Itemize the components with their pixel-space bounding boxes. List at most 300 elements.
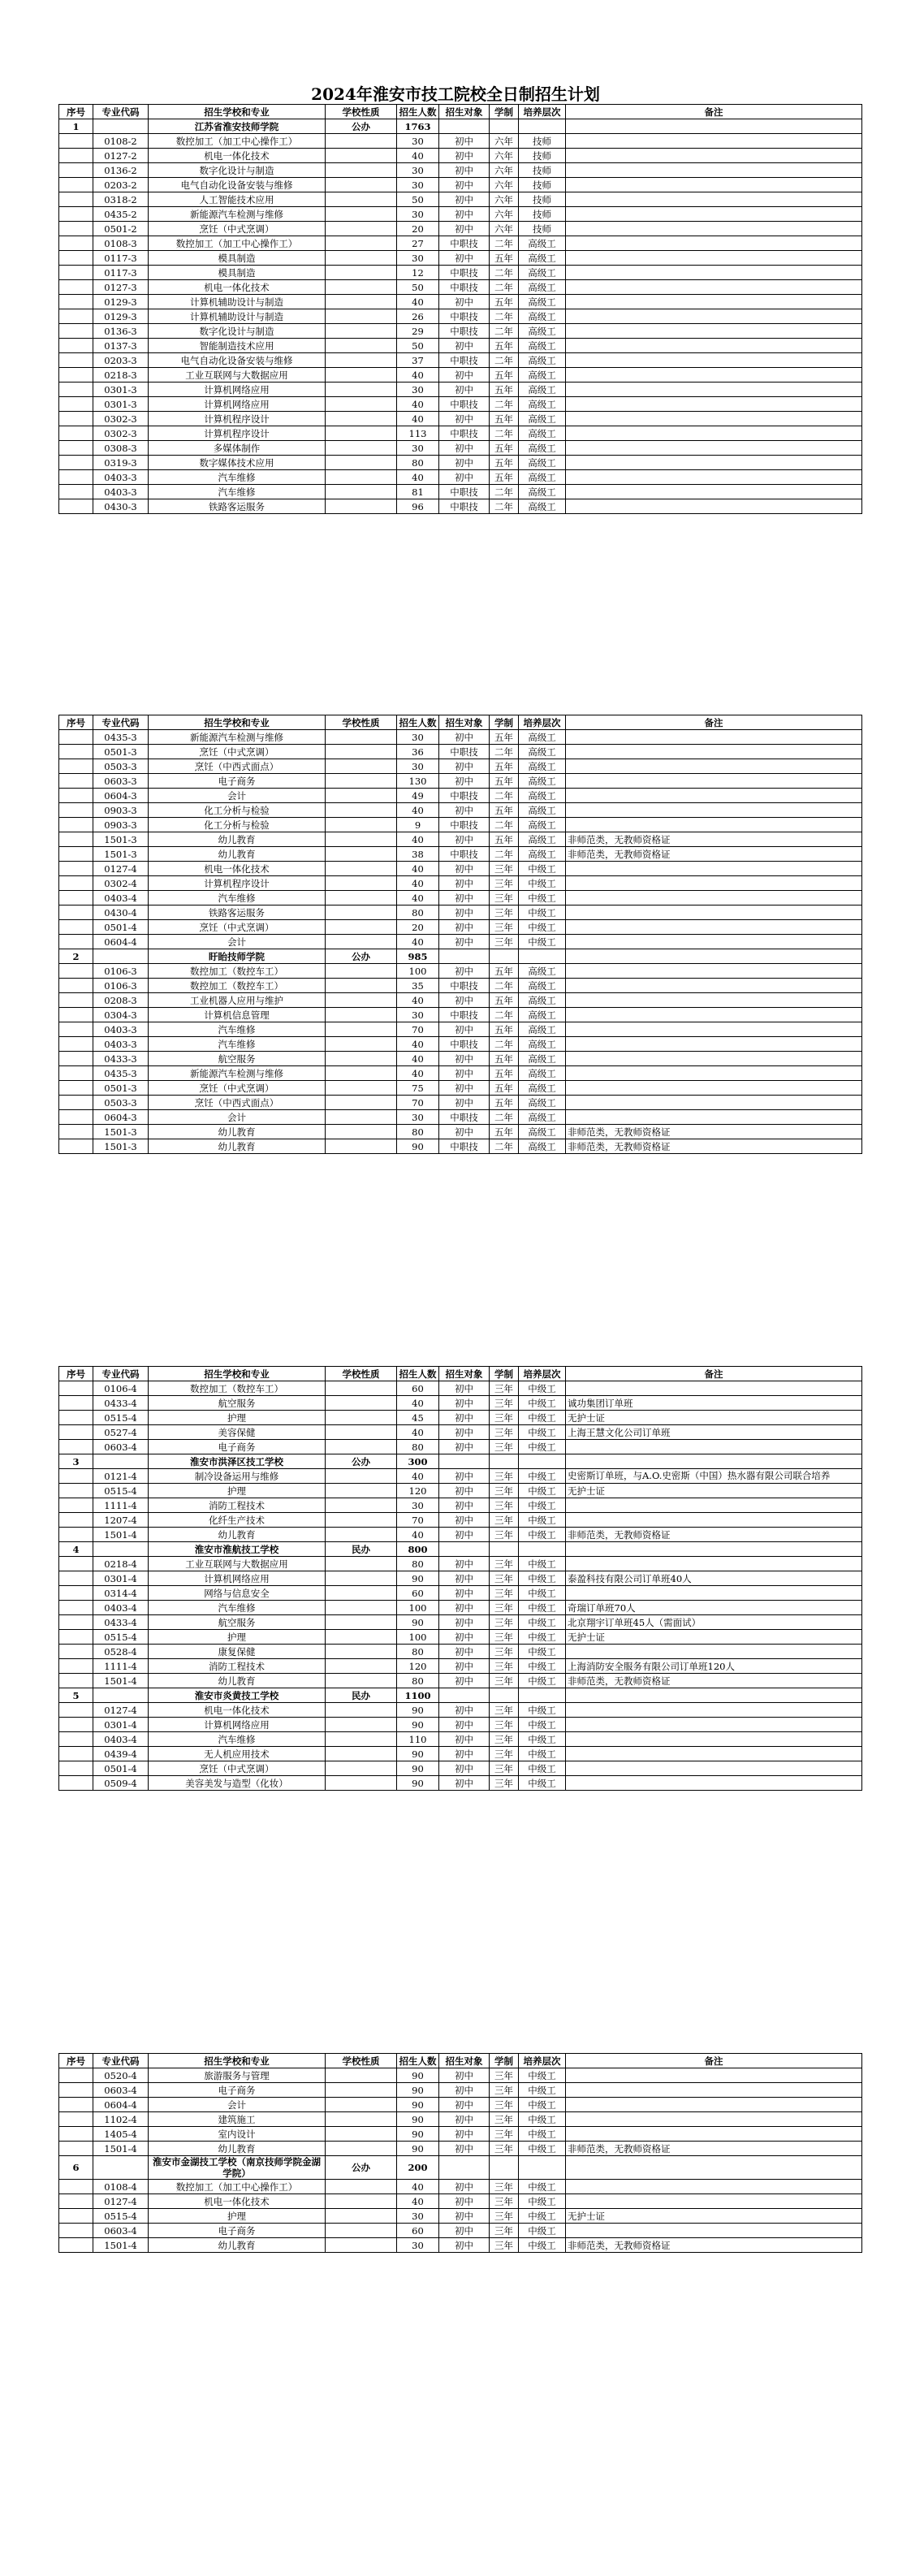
cell-code: 1111-4 [93,1498,149,1513]
cell-enrollment: 40 [397,470,439,485]
cell-remarks [566,891,862,905]
cell-level [519,119,566,134]
table-row [59,730,862,745]
cell-program: 机电一体化技术 [149,280,326,295]
cell-duration: 六年 [490,192,519,207]
cell-remarks [566,2224,862,2238]
cell-level: 中级工 [519,2112,566,2127]
cell-remarks [566,251,862,266]
cell-nature [326,730,397,745]
school-row [59,1688,862,1703]
cell-seq [59,891,93,905]
cell-code: 0127-3 [93,280,149,295]
cell-level: 高级工 [519,383,566,397]
cell-target: 初中 [439,2180,490,2194]
cell-duration: 五年 [490,339,519,353]
cell-level: 中级工 [519,1601,566,1615]
cell-seq [59,1557,93,1571]
cell-nature: 民办 [326,1688,397,1703]
table-row [59,979,862,993]
cell-code: 0117-3 [93,266,149,280]
cell-target: 初中 [439,1066,490,1081]
cell-code: 0319-3 [93,456,149,470]
cell-program: 汽车维修 [149,1601,326,1615]
cell-target: 初中 [439,935,490,949]
cell-target: 初中 [439,803,490,818]
table-row [59,2083,862,2098]
cell-code: 0108-3 [93,236,149,251]
cell-level [519,949,566,964]
cell-remarks [566,470,862,485]
table-row [59,832,862,847]
cell-program: 化纤生产技术 [149,1513,326,1528]
cell-target: 中职技 [439,266,490,280]
cell-code: 0503-3 [93,759,149,774]
cell-seq [59,862,93,876]
cell-enrollment: 80 [397,1125,439,1139]
plan-table [58,715,862,1154]
table-row [59,222,862,236]
cell-remarks [566,920,862,935]
cell-seq [59,2180,93,2194]
cell-enrollment: 30 [397,441,439,456]
cell-remarks: 无护士证 [566,2209,862,2224]
cell-program: 康复保健 [149,1645,326,1659]
cell-seq [59,2224,93,2238]
cell-target: 初中 [439,891,490,905]
table-row [59,207,862,222]
column-header-remarks: 备注 [566,105,862,119]
cell-remarks [566,280,862,295]
cell-code: 0515-4 [93,1411,149,1425]
cell-program: 新能源汽车检测与维修 [149,1066,326,1081]
cell-nature [326,1761,397,1776]
cell-remarks [566,2156,862,2180]
cell-level: 中级工 [519,920,566,935]
cell-enrollment: 90 [397,2068,439,2083]
cell-remarks [566,979,862,993]
cell-duration: 三年 [490,891,519,905]
cell-target: 初中 [439,412,490,426]
cell-code: 0903-3 [93,803,149,818]
cell-enrollment: 40 [397,2194,439,2209]
cell-level: 技师 [519,222,566,236]
cell-enrollment: 30 [397,1008,439,1022]
cell-nature [326,1052,397,1066]
cell-enrollment: 30 [397,1498,439,1513]
cell-remarks [566,745,862,759]
cell-level: 中级工 [519,2180,566,2194]
cell-target: 初中 [439,368,490,383]
column-header-seq: 序号 [59,1367,93,1381]
cell-enrollment: 113 [397,426,439,441]
cell-nature [326,862,397,876]
cell-program: 汽车维修 [149,1037,326,1052]
cell-duration: 五年 [490,368,519,383]
column-header-remarks: 备注 [566,2054,862,2068]
cell-program: 计算机程序设计 [149,412,326,426]
cell-nature [326,266,397,280]
cell-level: 高级工 [519,759,566,774]
cell-nature [326,2083,397,2098]
cell-program: 计算机网络应用 [149,397,326,412]
cell-level: 高级工 [519,832,566,847]
cell-remarks: 非师范类，无教师资格证 [566,1139,862,1154]
table-row [59,1528,862,1542]
cell-duration: 三年 [490,1425,519,1440]
cell-level: 中级工 [519,905,566,920]
cell-nature [326,1732,397,1747]
cell-duration: 五年 [490,1066,519,1081]
cell-target: 初中 [439,832,490,847]
cell-enrollment: 80 [397,1645,439,1659]
cell-seq: 4 [59,1542,93,1557]
cell-nature [326,803,397,818]
cell-nature [326,441,397,456]
column-header-level: 培养层次 [519,105,566,119]
cell-remarks [566,2098,862,2112]
cell-seq: 6 [59,2156,93,2180]
cell-duration: 三年 [490,1469,519,1484]
cell-enrollment: 70 [397,1096,439,1110]
cell-code: 0501-3 [93,1081,149,1096]
cell-nature [326,774,397,789]
table-row [59,456,862,470]
cell-level: 高级工 [519,1052,566,1066]
table-header-row [59,105,862,119]
column-header-target: 招生对象 [439,105,490,119]
cell-level: 高级工 [519,324,566,339]
cell-program: 航空服务 [149,1615,326,1630]
cell-target: 初中 [439,1747,490,1761]
cell-target: 初中 [439,1052,490,1066]
cell-program: 航空服务 [149,1052,326,1066]
table-row [59,295,862,309]
cell-program: 铁路客运服务 [149,905,326,920]
cell-nature [326,163,397,178]
cell-enrollment: 40 [397,295,439,309]
column-header-nature: 学校性质 [326,105,397,119]
cell-level: 中级工 [519,1674,566,1688]
cell-program: 数字媒体技术应用 [149,456,326,470]
cell-level: 高级工 [519,485,566,499]
cell-target: 初中 [439,905,490,920]
cell-target: 初中 [439,178,490,192]
cell-code: 0435-2 [93,207,149,222]
cell-code: 0106-3 [93,964,149,979]
cell-seq [59,456,93,470]
cell-program: 计算机程序设计 [149,876,326,891]
cell-seq [59,383,93,397]
cell-enrollment: 30 [397,251,439,266]
cell-nature [326,2180,397,2194]
cell-program: 计算机信息管理 [149,1008,326,1022]
cell-duration: 三年 [490,1513,519,1528]
cell-level: 中级工 [519,2238,566,2253]
cell-enrollment: 81 [397,485,439,499]
cell-duration: 三年 [490,1498,519,1513]
cell-seq [59,1732,93,1747]
table-row [59,470,862,485]
cell-remarks [566,993,862,1008]
table-row [59,251,862,266]
cell-program: 网络与信息安全 [149,1586,326,1601]
cell-remarks [566,818,862,832]
school-row [59,1454,862,1469]
cell-enrollment: 30 [397,1110,439,1125]
cell-program: 汽车维修 [149,1022,326,1037]
cell-level: 中级工 [519,1747,566,1761]
cell-nature [326,1425,397,1440]
cell-nature [326,964,397,979]
cell-level: 高级工 [519,280,566,295]
cell-seq [59,1761,93,1776]
cell-code: 0106-3 [93,979,149,993]
column-header-remarks: 备注 [566,1367,862,1381]
cell-level: 高级工 [519,441,566,456]
cell-code: 1501-3 [93,1125,149,1139]
cell-enrollment: 30 [397,2238,439,2253]
cell-nature [326,1586,397,1601]
cell-duration: 三年 [490,1776,519,1791]
table-row [59,149,862,163]
cell-nature [326,993,397,1008]
cell-target: 初中 [439,1022,490,1037]
cell-code: 0433-4 [93,1615,149,1630]
cell-seq [59,993,93,1008]
table-row [59,412,862,426]
column-header-seq: 序号 [59,2054,93,2068]
cell-enrollment: 12 [397,266,439,280]
cell-duration: 二年 [490,789,519,803]
cell-seq [59,1674,93,1688]
cell-level: 中级工 [519,2098,566,2112]
cell-nature [326,1381,397,1396]
cell-level: 中级工 [519,2127,566,2142]
cell-remarks [566,1586,862,1601]
cell-target: 中职技 [439,397,490,412]
cell-code: 0302-3 [93,426,149,441]
cell-target: 初中 [439,1615,490,1630]
cell-program: 人工智能技术应用 [149,192,326,207]
cell-duration: 三年 [490,2194,519,2209]
table-row [59,1498,862,1513]
cell-enrollment: 120 [397,1659,439,1674]
cell-seq [59,309,93,324]
cell-remarks [566,1037,862,1052]
cell-program: 会计 [149,935,326,949]
cell-code: 0127-2 [93,149,149,163]
cell-duration: 六年 [490,163,519,178]
cell-remarks [566,1454,862,1469]
cell-duration [490,119,519,134]
cell-enrollment: 90 [397,1139,439,1154]
table-row [59,1703,862,1718]
cell-seq [59,1718,93,1732]
cell-target: 初中 [439,1513,490,1528]
cell-target: 初中 [439,1601,490,1615]
cell-seq [59,192,93,207]
cell-enrollment: 40 [397,412,439,426]
column-header-remarks: 备注 [566,715,862,730]
cell-duration: 三年 [490,1659,519,1674]
cell-code: 0121-4 [93,1469,149,1484]
cell-remarks [566,2112,862,2127]
cell-program: 模具制造 [149,251,326,266]
cell-seq: 3 [59,1454,93,1469]
cell-program: 护理 [149,1630,326,1645]
cell-seq [59,499,93,514]
cell-duration [490,949,519,964]
cell-seq [59,1066,93,1081]
cell-remarks [566,905,862,920]
cell-enrollment: 110 [397,1732,439,1747]
cell-remarks [566,412,862,426]
cell-level: 高级工 [519,456,566,470]
cell-duration: 三年 [490,1747,519,1761]
cell-seq [59,964,93,979]
cell-enrollment: 120 [397,1484,439,1498]
cell-code: 0108-4 [93,2180,149,2194]
cell-level: 中级工 [519,1469,566,1484]
cell-level: 高级工 [519,236,566,251]
cell-nature: 公办 [326,2156,397,2180]
cell-seq [59,134,93,149]
cell-enrollment: 40 [397,891,439,905]
plan-table [58,2053,862,2253]
cell-nature [326,2194,397,2209]
cell-level: 高级工 [519,353,566,368]
table-row [59,485,862,499]
school-row [59,2156,862,2180]
plan-table [58,104,862,514]
cell-target: 初中 [439,207,490,222]
cell-program: 无人机应用技术 [149,1747,326,1761]
cell-enrollment: 50 [397,280,439,295]
cell-target: 初中 [439,876,490,891]
cell-seq [59,759,93,774]
cell-remarks [566,1645,862,1659]
cell-target [439,2156,490,2180]
table-row [59,1645,862,1659]
cell-level: 中级工 [519,1396,566,1411]
cell-code: 0433-4 [93,1396,149,1411]
cell-program: 烹饪（中式烹调） [149,1761,326,1776]
cell-seq [59,1571,93,1586]
cell-code: 0515-4 [93,1484,149,1498]
column-header-nature: 学校性质 [326,2054,397,2068]
cell-seq [59,1586,93,1601]
cell-enrollment: 40 [397,803,439,818]
cell-target: 中职技 [439,353,490,368]
cell-nature [326,1630,397,1645]
cell-target: 初中 [439,993,490,1008]
cell-duration: 三年 [490,1732,519,1747]
table-header-row [59,1367,862,1381]
table-row [59,426,862,441]
cell-nature [326,470,397,485]
table-row [59,2068,862,2083]
cell-level: 高级工 [519,964,566,979]
cell-target: 初中 [439,2098,490,2112]
cell-seq [59,1125,93,1139]
cell-remarks [566,295,862,309]
cell-enrollment: 80 [397,905,439,920]
cell-target: 初中 [439,774,490,789]
cell-level: 中级工 [519,2224,566,2238]
table-row [59,1110,862,1125]
cell-level: 中级工 [519,891,566,905]
cell-nature [326,2098,397,2112]
cell-code: 0106-4 [93,1381,149,1396]
cell-code: 0136-2 [93,163,149,178]
cell-program: 机电一体化技术 [149,149,326,163]
cell-seq [59,745,93,759]
cell-code: 0129-3 [93,295,149,309]
cell-seq [59,803,93,818]
cell-enrollment: 90 [397,1703,439,1718]
cell-enrollment: 40 [397,1469,439,1484]
table-row [59,1440,862,1454]
cell-code: 0403-4 [93,1601,149,1615]
cell-seq [59,353,93,368]
cell-seq [59,470,93,485]
cell-target [439,119,490,134]
cell-enrollment: 90 [397,1718,439,1732]
cell-remarks [566,163,862,178]
cell-program: 烹饪（中西式面点） [149,759,326,774]
cell-seq: 2 [59,949,93,964]
cell-duration: 五年 [490,1022,519,1037]
table-row [59,1761,862,1776]
cell-program: 电子商务 [149,2224,326,2238]
cell-remarks [566,862,862,876]
cell-nature [326,818,397,832]
cell-remarks [566,789,862,803]
cell-level: 高级工 [519,412,566,426]
cell-level: 中级工 [519,1645,566,1659]
cell-duration: 五年 [490,251,519,266]
cell-seq [59,774,93,789]
cell-duration: 三年 [490,2238,519,2253]
cell-program: 烹饪（中式烹调） [149,745,326,759]
cell-seq: 5 [59,1688,93,1703]
cell-level: 高级工 [519,774,566,789]
cell-remarks [566,2194,862,2209]
cell-remarks [566,2083,862,2098]
cell-nature [326,1066,397,1081]
cell-program: 工业机器人应用与维护 [149,993,326,1008]
cell-code: 0430-3 [93,499,149,514]
cell-duration: 三年 [490,1718,519,1732]
cell-target: 初中 [439,1703,490,1718]
cell-remarks [566,456,862,470]
cell-target: 初中 [439,1498,490,1513]
cell-level: 中级工 [519,1630,566,1645]
cell-code: 0604-3 [93,1110,149,1125]
table-row [59,818,862,832]
cell-nature [326,1096,397,1110]
cell-duration: 二年 [490,397,519,412]
cell-duration: 五年 [490,1052,519,1066]
cell-seq [59,1037,93,1052]
cell-duration: 二年 [490,499,519,514]
cell-program: 幼儿教育 [149,1528,326,1542]
cell-nature [326,1659,397,1674]
cell-remarks [566,383,862,397]
cell-remarks [566,1557,862,1571]
table-row [59,2209,862,2224]
